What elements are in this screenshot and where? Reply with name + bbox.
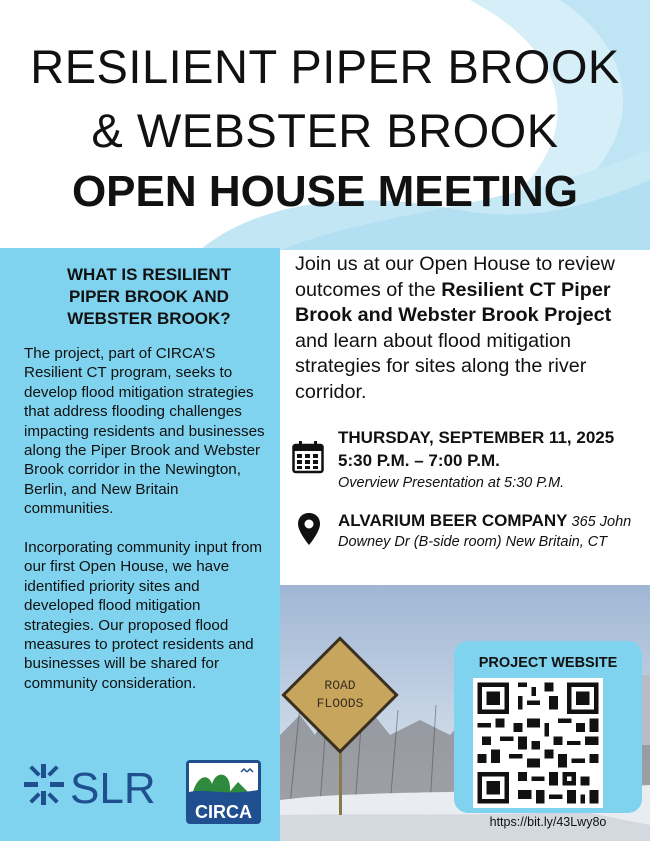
title-line-2: & WEBSTER BROOK: [91, 104, 559, 157]
calendar-icon: [292, 440, 324, 479]
website-url[interactable]: https://bit.ly/43Lwy8o: [489, 815, 607, 829]
sign-text-1: ROAD: [324, 678, 356, 693]
slr-text: SLR: [70, 764, 156, 812]
info-heading: WHAT IS RESILIENT PIPER BROOK AND WEBSTER BROOK?: [66, 265, 231, 328]
info-body: [24, 344, 266, 713]
intro-part-2: and learn about flood mitigation strategies for sites along the river corridor.: [295, 329, 587, 403]
intro-part-1: Join us at our Open House to review outcomes of the: [295, 253, 615, 301]
slr-mark-icon: [24, 764, 64, 805]
info-paragraph-2: Incorporating community input from our first Open House, we have identified priority sites and developed flood mitigation strategies. Our proposed flood measures to protect residents and businesses will be shared for community consideration.: [24, 539, 263, 692]
title-line-3: OPEN HOUSE MEETING: [71, 167, 579, 216]
info-paragraph-1: The project, part of CIRCA’S Resilient CT program, seeks to develop flood mitigation strategies that address flooding challenges impacting residents and businesses along the Piper Brook and Webster Brook corridor in the Newington, Berlin, and New Britain communities.: [24, 345, 265, 518]
intro-project-name: Resilient CT Piper Brook and Webster Brook Project: [295, 278, 612, 326]
venue-name: ALVARIUM BEER COMPANY: [338, 511, 568, 530]
intro-text: [295, 252, 640, 405]
event-note: Overview Presentation at 5:30 P.M.: [338, 475, 565, 491]
venue-number: 365: [571, 514, 596, 530]
website-title: PROJECT WEBSITE: [478, 655, 618, 671]
title-line-1: RESILIENT PIPER BROOK: [30, 40, 620, 93]
circa-text: CIRCA: [195, 802, 252, 822]
circa-logo: [186, 760, 261, 824]
location-pin-icon: [297, 512, 321, 551]
slr-logo: [22, 762, 172, 817]
event-date: THURSDAY, SEPTEMBER 11, 2025: [338, 428, 615, 447]
event-time: 5:30 P.M. – 7:00 P.M.: [338, 451, 500, 470]
sign-text-2: FLOODS: [316, 696, 364, 711]
qr-code[interactable]: [473, 678, 603, 808]
venue-address: John Downey Dr (B-side room) New Britain, CT: [338, 514, 632, 550]
venue: [338, 511, 638, 552]
